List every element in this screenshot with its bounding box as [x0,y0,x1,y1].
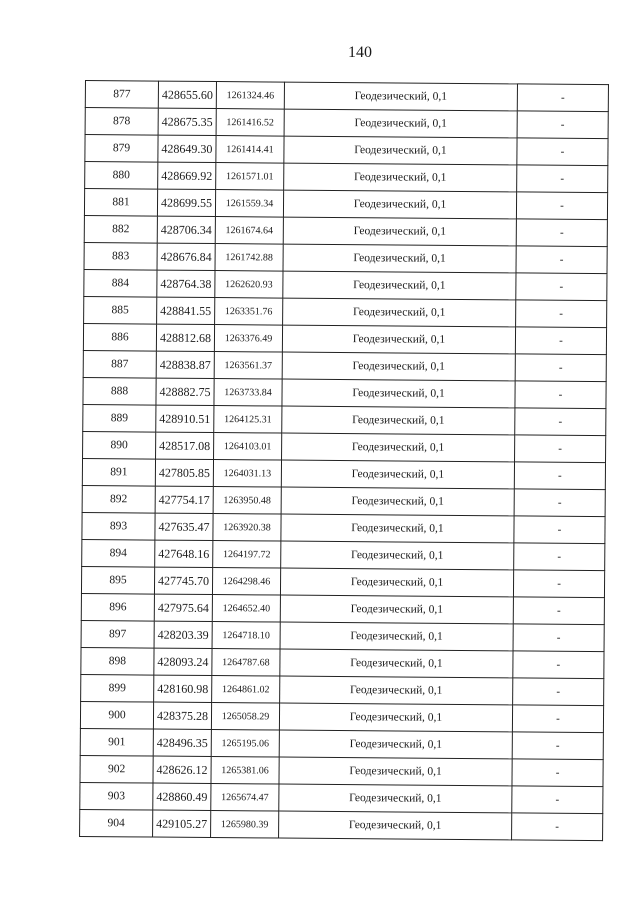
method-accuracy-cell: Геодезический, 0,1 [280,595,513,624]
y-coordinate-cell: 1264125.31 [214,406,282,434]
description-cell: - [517,84,608,112]
x-coordinate-cell: 428699.55 [157,189,215,216]
method-accuracy-cell: Геодезический, 0,1 [280,649,513,678]
description-cell: - [512,786,603,814]
point-number-cell: 891 [82,458,155,486]
y-coordinate-cell: 1264031.13 [213,460,281,488]
point-number-cell: 898 [81,647,154,675]
method-accuracy-cell: Геодезический, 0,1 [282,379,515,408]
point-number-cell: 877 [85,81,158,109]
x-coordinate-cell: 428860.49 [153,783,211,810]
table-row [81,593,604,624]
point-number-cell: 893 [82,512,155,540]
x-coordinate-cell: 428160.98 [154,675,212,702]
description-cell: - [513,678,604,706]
x-coordinate-cell: 427805.85 [155,459,213,486]
coordinates-table [79,80,609,841]
description-cell: - [513,651,604,679]
table-body [80,81,609,841]
method-accuracy-cell: Геодезический, 0,1 [283,298,516,327]
point-number-cell: 880 [85,162,158,190]
point-number-cell: 897 [81,620,154,648]
method-accuracy-cell: Геодезический, 0,1 [281,541,514,570]
y-coordinate-cell: 1264861.02 [212,676,280,704]
table-row [85,108,608,139]
table-row [83,323,606,354]
method-accuracy-cell: Геодезический, 0,1 [282,406,515,435]
method-accuracy-cell: Геодезический, 0,1 [282,433,515,462]
point-number-cell: 892 [82,485,155,513]
x-coordinate-cell: 428517.08 [156,432,214,459]
method-accuracy-cell: Геодезический, 0,1 [279,730,512,759]
x-coordinate-cell: 428093.24 [154,648,212,675]
y-coordinate-cell: 1265058.29 [211,703,279,731]
table-row [85,162,608,193]
table-row [81,566,604,597]
point-number-cell: 885 [84,296,157,324]
method-accuracy-cell: Геодезический, 0,1 [279,811,512,840]
y-coordinate-cell: 1263561.37 [214,352,282,380]
table-row [81,620,604,651]
method-accuracy-cell: Геодезический, 0,1 [284,163,517,192]
point-number-cell: 883 [84,242,157,270]
description-cell: - [514,543,605,571]
description-cell: - [516,273,607,301]
method-accuracy-cell: Геодезический, 0,1 [283,217,516,246]
y-coordinate-cell: 1261571.01 [216,163,284,191]
y-coordinate-cell: 1263920.38 [213,514,281,542]
description-cell: - [512,813,603,841]
table-row [82,539,605,570]
x-coordinate-cell: 428812.68 [156,324,214,351]
point-number-cell: 902 [80,755,153,783]
point-number-cell: 890 [83,431,156,459]
y-coordinate-cell: 1264298.46 [212,568,280,596]
method-accuracy-cell: Геодезический, 0,1 [284,136,517,165]
x-coordinate-cell: 428669.92 [158,162,216,189]
description-cell: - [512,705,603,733]
method-accuracy-cell: Геодезический, 0,1 [283,271,516,300]
method-accuracy-cell: Геодезический, 0,1 [279,703,512,732]
description-cell: - [512,759,603,787]
y-coordinate-cell: 1263733.84 [214,379,282,407]
description-cell: - [514,462,605,490]
point-number-cell: 895 [81,566,154,594]
table-row [83,377,606,408]
method-accuracy-cell: Геодезический, 0,1 [280,676,513,705]
description-cell: - [517,165,608,193]
point-number-cell: 904 [80,809,153,837]
method-accuracy-cell: Геодезический, 0,1 [280,568,513,597]
y-coordinate-cell: 1263351.76 [215,298,283,326]
description-cell: - [514,516,605,544]
x-coordinate-cell: 428838.87 [156,351,214,378]
method-accuracy-cell: Геодезический, 0,1 [281,460,514,489]
x-coordinate-cell: 427745.70 [154,567,212,594]
table-row [83,404,606,435]
point-number-cell: 879 [85,135,158,163]
description-cell: - [513,597,604,625]
y-coordinate-cell: 1261742.88 [215,244,283,272]
description-cell: - [516,300,607,328]
description-cell: - [517,138,608,166]
table-row [80,701,603,732]
table-row [84,269,607,300]
point-number-cell: 900 [80,701,153,729]
table-row [80,782,603,813]
point-number-cell: 882 [84,215,157,243]
description-cell: - [516,192,607,220]
x-coordinate-cell: 428764.38 [157,270,215,297]
y-coordinate-cell: 1264652.40 [212,595,280,623]
y-coordinate-cell: 1261324.46 [216,82,284,110]
table-row [82,458,605,489]
point-number-cell: 899 [81,674,154,702]
point-number-cell: 894 [82,539,155,567]
x-coordinate-cell: 428675.35 [158,108,216,135]
table-row [84,189,607,220]
y-coordinate-cell: 1264103.01 [214,433,282,461]
table-row [82,512,605,543]
page-number: 140 [348,44,372,61]
description-cell: - [515,435,606,463]
description-cell: - [515,381,606,409]
x-coordinate-cell: 428649.30 [158,135,216,162]
table-row [85,81,608,112]
x-coordinate-cell: 428676.84 [157,243,215,270]
x-coordinate-cell: 428882.75 [156,378,214,405]
method-accuracy-cell: Геодезический, 0,1 [284,82,517,111]
point-number-cell: 887 [83,350,156,378]
method-accuracy-cell: Геодезический, 0,1 [279,757,512,786]
method-accuracy-cell: Геодезический, 0,1 [284,109,517,138]
x-coordinate-cell: 427975.64 [154,594,212,621]
table-row [84,215,607,246]
point-number-cell: 903 [80,782,153,810]
method-accuracy-cell: Геодезический, 0,1 [283,244,516,273]
table-row [85,135,608,166]
description-cell: - [515,327,606,355]
y-coordinate-cell: 1261416.52 [216,109,284,137]
description-cell: - [513,624,604,652]
table-row [83,350,606,381]
method-accuracy-cell: Геодезический, 0,1 [281,487,514,516]
description-cell: - [517,111,608,139]
y-coordinate-cell: 1265381.06 [211,757,279,785]
x-coordinate-cell: 428496.35 [153,729,211,756]
method-accuracy-cell: Геодезический, 0,1 [280,622,513,651]
y-coordinate-cell: 1264787.68 [212,649,280,677]
method-accuracy-cell: Геодезический, 0,1 [283,190,516,219]
point-number-cell: 881 [84,189,157,217]
y-coordinate-cell: 1263376.49 [214,325,282,353]
point-number-cell: 888 [83,377,156,405]
description-cell: - [512,732,603,760]
description-cell: - [515,408,606,436]
y-coordinate-cell: 1261674.64 [215,217,283,245]
y-coordinate-cell: 1265674.47 [211,784,279,812]
method-accuracy-cell: Геодезический, 0,1 [282,352,515,381]
description-cell: - [515,354,606,382]
table-row [84,296,607,327]
table-row [83,431,606,462]
y-coordinate-cell: 1262620.93 [215,271,283,299]
point-number-cell: 896 [81,593,154,621]
table-row [82,485,605,516]
x-coordinate-cell: 427648.16 [155,540,213,567]
coordinates-table-wrapper [79,80,603,841]
x-coordinate-cell: 428375.28 [153,702,211,729]
description-cell: - [516,219,607,247]
y-coordinate-cell: 1265980.39 [211,811,279,839]
x-coordinate-cell: 428203.39 [154,621,212,648]
table-row [80,728,603,759]
method-accuracy-cell: Геодезический, 0,1 [279,784,512,813]
table-row [81,674,604,705]
x-coordinate-cell: 427754.17 [155,486,213,513]
description-cell: - [516,246,607,274]
y-coordinate-cell: 1263950.48 [213,487,281,515]
point-number-cell: 878 [85,108,158,136]
x-coordinate-cell: 428626.12 [153,756,211,783]
method-accuracy-cell: Геодезический, 0,1 [281,514,514,543]
y-coordinate-cell: 1265195.06 [211,730,279,758]
x-coordinate-cell: 428841.55 [157,297,215,324]
y-coordinate-cell: 1264718.10 [212,622,280,650]
point-number-cell: 886 [83,323,156,351]
table-row [80,809,603,840]
x-coordinate-cell: 427635.47 [155,513,213,540]
description-cell: - [513,570,604,598]
y-coordinate-cell: 1264197.72 [213,541,281,569]
y-coordinate-cell: 1261414.41 [216,136,284,164]
table-row [84,242,607,273]
table-row [81,647,604,678]
x-coordinate-cell: 428706.34 [157,216,215,243]
point-number-cell: 884 [84,269,157,297]
method-accuracy-cell: Геодезический, 0,1 [282,325,515,354]
table-row [80,755,603,786]
x-coordinate-cell: 428655.60 [158,81,216,108]
description-cell: - [514,489,605,517]
y-coordinate-cell: 1261559.34 [215,190,283,218]
x-coordinate-cell: 429105.27 [153,810,211,837]
point-number-cell: 901 [80,728,153,756]
x-coordinate-cell: 428910.51 [156,405,214,432]
point-number-cell: 889 [83,404,156,432]
